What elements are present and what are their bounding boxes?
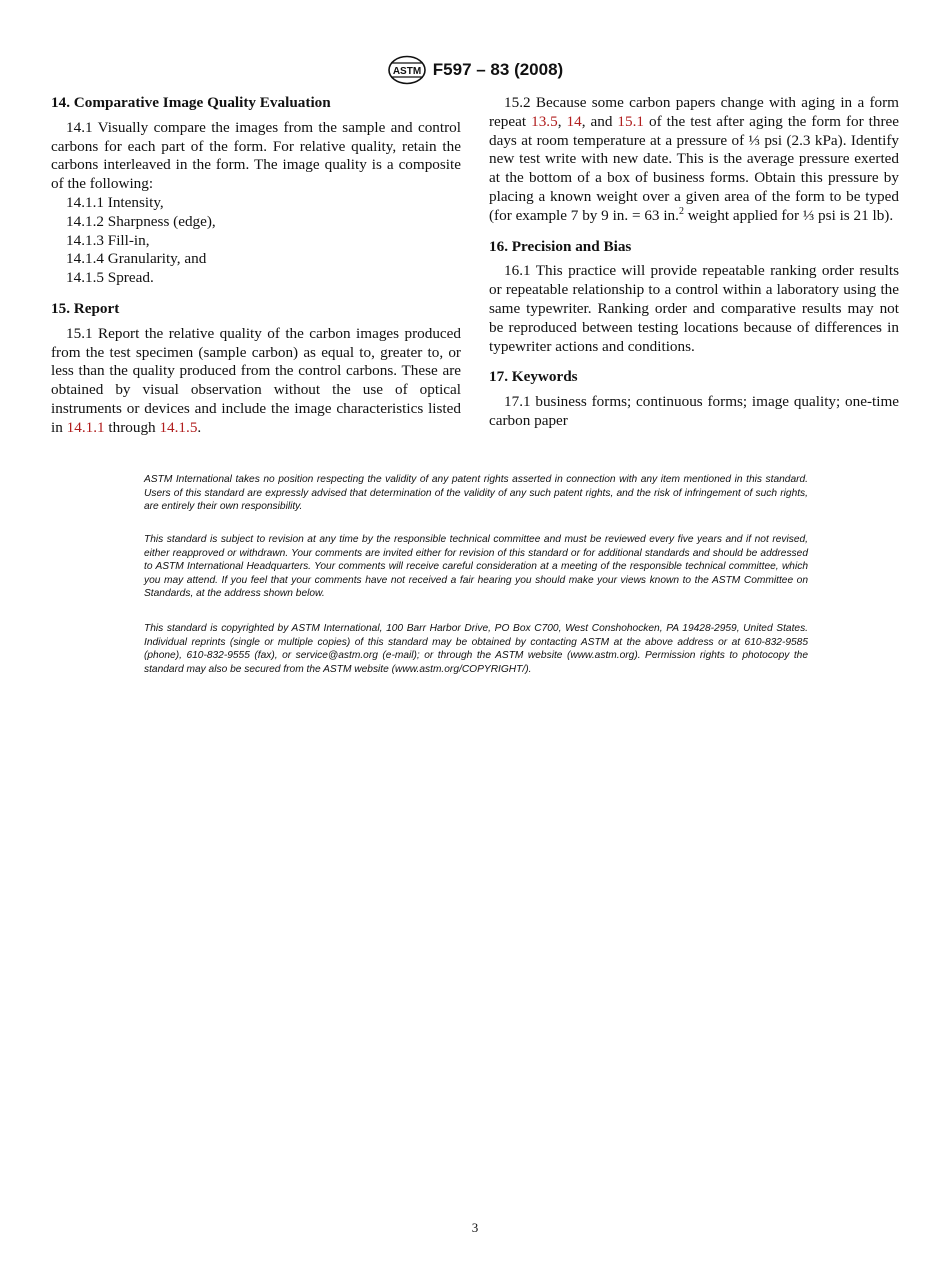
section-15-heading: 15. Report (51, 299, 120, 317)
superscript-2: 2 (678, 205, 684, 217)
svg-text:ASTM: ASTM (392, 66, 421, 77)
right-column (489, 94, 899, 431)
paragraph-14-1: 14.1 Visually compare the images from the sample and control carbons for each part of the form. For relative quality, retain the carbons interleaved in the form. The image quality is a composite of the following: (51, 118, 461, 193)
paragraph-16-1: 16.1 This practice will provide repeatable ranking order results or repeatable relationship to a control within a laboratory using the same typewriter. Ranking order and comparative results may not be reproduced between testing locations because of differences in typewriter actions and conditions. (489, 262, 899, 355)
section-16-heading: 16. Precision and Bias (489, 237, 632, 255)
list-item-14-1-1: 14.1.1 Intensity, (66, 193, 164, 211)
paragraph-15-2: 15.2 Because some carbon papers change with aging in a form repeat 13.5, 14, and 15.1 of the test after aging the form for three days at room temperature at a pressure of ⅓ psi (2.3 kPa). Identify new test write with new date. This is the average pressure exerted at the bottom of a box of business forms. Obtain this pressure by placing a known weight over a given area of the form to be typed (for example 7 by 9 in. = 63 in.$^2$ weight applied for ⅓ psi is 21 lb). (489, 94, 900, 224)
xref-13-5[interactable]: 13.5 (531, 112, 558, 130)
xref-14[interactable]: 14 (566, 112, 582, 130)
paragraph-17-1: 17.1 business forms; continuous forms; image quality; one-time carbon paper (489, 393, 899, 429)
revision-notice: This standard is subject to revision at any time by the responsible technical committee and must be reviewed every five years and if not revised, either reapproved or withdrawn. Your comments are invited either for revision of this standard or for additional standards and should be addressed to ASTM International Headquarters. Your comments will receive careful consideration at a meeting of the responsible technical committee, which you may attend. If you feel that your comments have not received a fair hearing you should make your views known to the ASTM Committee on Standards, at the address shown below. (144, 534, 808, 599)
xref-14-1-1[interactable]: 14.1.1 (66, 418, 105, 436)
paragraph-15-1: 15.1 Report the relative quality of the carbon images produced from the test specimen (sample carbon) as equal to, greater to, or less than the quality produced from the control carbons. These are obtained by visual observation without the use of optical instruments or devices and include the image characteristics listed in 14.1.1 through 14.1.5. (51, 324, 461, 436)
page-number: 3 (471, 1220, 479, 1235)
list-item-14-1-2: 14.1.2 Sharpness (edge), (66, 212, 216, 230)
section-14-heading: 14. Comparative Image Quality Evaluation (51, 94, 331, 111)
copyright-notice: This standard is copyrighted by ASTM International, 100 Barr Harbor Drive, PO Box C700, West Conshohocken, PA 19428-2959, United States. Individual reprints (single or multiple copies) of this standard may be obtained by contacting ASTM at the above address or at 610-832-9585 (phone), 610-832-9555 (fax), or service@astm.org (e-mail); or through the ASTM website (www.astm.org). Permission rights to photocopy the standard may also be secured from the ASTM website (www.astm.org/COPYRIGHT/). (144, 623, 808, 675)
list-item-14-1-4: 14.1.4 Granularity, and (66, 250, 207, 268)
xref-15-1[interactable]: 15.1 (617, 112, 644, 130)
left-column (51, 94, 461, 438)
astm-logo-icon (387, 55, 427, 85)
standard-designation: F597 – 83 (2008) (432, 60, 564, 79)
xref-14-1-5[interactable]: 14.1.5 (159, 418, 198, 436)
patent-notice: ASTM International takes no position respecting the validity of any patent rights asserted in connection with any item mentioned in this standard. Users of this standard are expressly advised that determination of the validity of any such patent rights, and the risk of infringement of such rights, are entirely their own responsibility. (144, 474, 808, 512)
page-header (0, 54, 950, 86)
list-item-14-1-3: 14.1.3 Fill-in, (66, 231, 150, 249)
section-17-heading: 17. Keywords (489, 368, 578, 386)
list-item-14-1-5: 14.1.5 Spread. (66, 269, 154, 287)
